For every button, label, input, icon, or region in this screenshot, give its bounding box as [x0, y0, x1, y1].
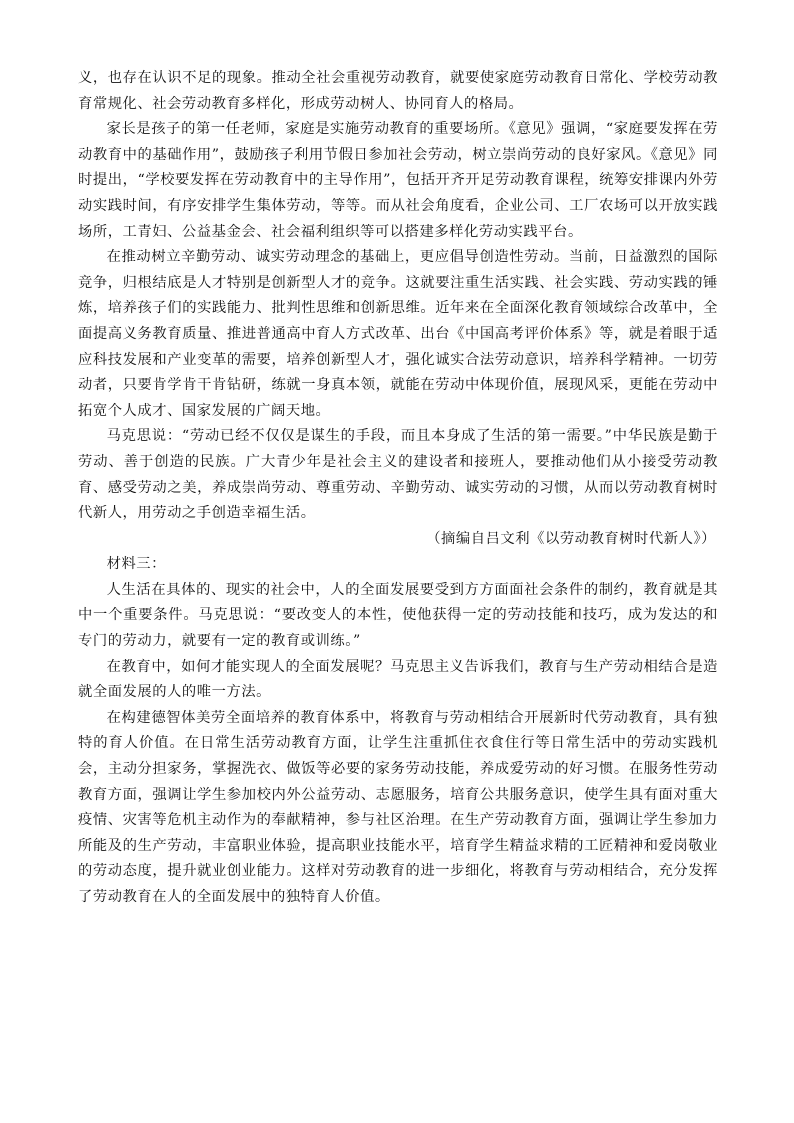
paragraph-education-system: 在构建德智体美劳全面培养的教育体系中，将教育与劳动相结合开展新时代劳动教育，具有独特的育人价值。在日常生活劳动教育方面，让学生注重抓住衣食住行等日常生活中的劳动实践机会，主动分担家务，掌握洗衣、做饭等必要的家务劳动技能，养成爱劳动的好习惯。在服务性劳动教育方面，强调让学生参加校内外公益劳动、志愿服务，培育公共服务意识，使学生具有面对重大疫情、灾害等危机主动作为的奉献精神，参与社区治理。在生产劳动教育方面，强调让学生参加力所能及的生产劳动，丰富职业体验，提高职业技能水平，培育学生精益求精的工匠精神和爱岗敬业的劳动态度，提升就业创业能力。这样对劳动教育的进一步细化，将教育与劳动相结合，充分发挥了劳动教育在人的全面发展中的独特育人价值。: [78, 709, 718, 905]
paragraph-social-conditions: 人生活在具体的、现实的社会中，人的全面发展要受到方方面面社会条件的制约，教育就是其中一个重要条件。马克思说：“要改变人的本性，使他获得一定的劳动技能和技巧，成为发达的和专门的劳动力，就要有一定的教育或训练。”: [78, 581, 718, 650]
paragraph-all-round-development: 在教育中，如何才能实现人的全面发展呢？马克思主义告诉我们，教育与生产劳动相结合是造就全面发展的人的唯一方法。: [78, 658, 718, 701]
paragraph-family-school: 家长是孩子的第一任老师，家庭是实施劳动教育的重要场所。《意见》强调，“家庭要发挥在劳动教育中的基础作用”，鼓励孩子利用节假日参加社会劳动，树立崇尚劳动的良好家风。《意见》同时提出，“学校要发挥在劳动教育中的主导作用”，包括开齐开足劳动教育课程，统筹安排课内外劳动实践时间，有序安排学生集体劳动，等等。而从社会角度看，企业公司、工厂农场可以开放实践场所，工青妇、公益基金会、社会福利组织等可以搭建多样化劳动实践平台。: [78, 121, 718, 240]
source-citation: （摘编自吕文利《以劳动教育树时代新人》）: [426, 530, 716, 547]
material-label: 材料三：: [106, 556, 166, 573]
paragraph-continuation: 义，也存在认识不足的现象。推动全社会重视劳动教育，就要使家庭劳动教育日常化、学校劳动教育常规化、社会劳动教育多样化，形成劳动树人、协同育人的格局。: [78, 70, 718, 112]
document-page: [78, 66, 718, 911]
paragraph-marx-quote: 马克思说：“劳动已经不仅仅是谋生的手段，而且本身成了生活的第一需要。”中华民族是勤于劳动、善于创造的民族。广大青少年是社会主义的建设者和接班人，要推动他们从小接受劳动教育、感受劳动之美，养成崇尚劳动、尊重劳动、辛勤劳动、诚实劳动的习惯，从而以劳动教育树时代新人，用劳动之手创造幸福生活。: [78, 428, 718, 522]
paragraph-creative-labor: 在推动树立辛勤劳动、诚实劳动理念的基础上，更应倡导创造性劳动。当前，日益激烈的国际竞争，归根结底是人才特别是创新型人才的竞争。这就要注重生活实践、社会实践、劳动实践的锤炼，培养孩子们的实践能力、批判性思维和创新思维。近年来在全面深化教育领域综合改革中，全面提高义务教育质量、推进普通高中育人方式改革、出台《中国高考评价体系》等，就是着眼于适应科技发展和产业变革的需要，培养创新型人才，强化诚实合法劳动意识，培养科学精神。一切劳动者，只要肯学肯干肯钻研，练就一身真本领，就能在劳动中体现价值，展现风采，更能在劳动中拓宽个人成才、国家发展的广阔天地。: [78, 249, 718, 419]
